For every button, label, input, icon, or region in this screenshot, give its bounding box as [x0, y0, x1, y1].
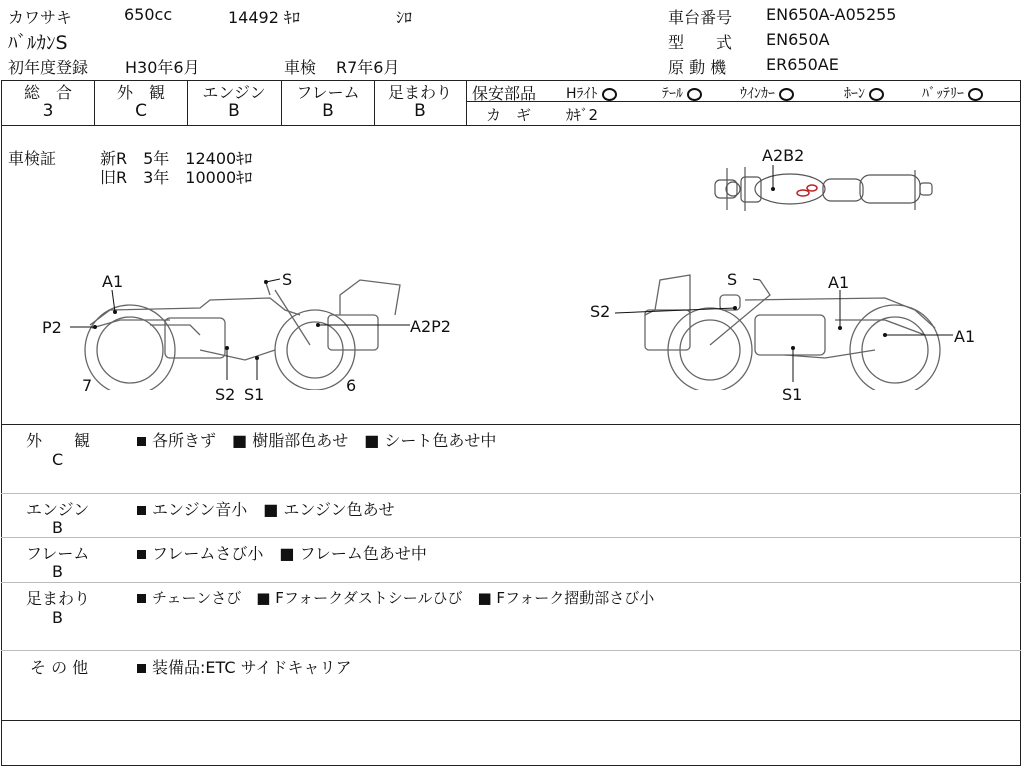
key-label: カ ギ — [486, 106, 532, 124]
ok-mark-icon — [602, 88, 617, 101]
remark-suspension-grade: B — [52, 608, 63, 627]
first-registration-value: H30年6月 — [125, 58, 200, 77]
grade-suspension-value: B — [414, 101, 426, 121]
diagram-label-s2-right: S2 — [590, 302, 611, 321]
engine-model-label: 原 動 機 — [668, 58, 727, 77]
bullet-square-icon — [137, 664, 146, 673]
diagram-label-s-left: S — [282, 270, 293, 289]
divider — [281, 80, 282, 125]
remark-frame-label: フレーム — [26, 544, 90, 563]
remark-other-text: 装備品:ETC サイドキャリア — [137, 655, 351, 678]
model-name: ﾊﾞﾙｶﾝS — [8, 32, 68, 54]
bullet-square-icon — [137, 437, 146, 446]
cert-old: 旧R 3年 10000ｷﾛ — [100, 168, 253, 187]
grade-exterior-value: C — [135, 101, 147, 121]
ok-mark-icon — [687, 88, 702, 101]
mileage: 14492 ｷﾛ — [228, 8, 300, 27]
diagram-label-6: 6 — [346, 376, 357, 395]
remark-exterior-grade: C — [52, 450, 64, 469]
diagram-label-a2p2: A2P2 — [410, 317, 451, 336]
remarks-divider — [1, 493, 1021, 494]
diagram-label-a1-right: A1 — [954, 327, 976, 346]
divider — [466, 80, 467, 125]
grade-suspension-label: 足まわり — [387, 83, 452, 102]
grade-exterior-label: 外 観 — [116, 83, 165, 102]
remarks-divider — [1, 582, 1021, 583]
ok-mark-icon — [968, 88, 983, 101]
type-value: EN650A — [766, 30, 830, 49]
frame-no-label: 車台番号 — [668, 8, 733, 27]
diagram-label-s1-left: S1 — [244, 385, 265, 404]
diagram-label-p2: P2 — [42, 318, 62, 337]
displacement: 650cc — [124, 5, 173, 24]
grade-frame-label: フレーム — [296, 83, 360, 102]
remark-exterior-label: 外 観 — [26, 431, 91, 450]
bullet-square-icon — [137, 506, 146, 515]
maker: カワサキ — [8, 8, 73, 27]
key-value: ｶｷﾞ2 — [566, 106, 599, 124]
engine-model-value: ER650AE — [766, 55, 839, 74]
safety-item-horn: ﾎｰﾝ — [844, 83, 884, 103]
cert-new: 新R 5年 12400ｷﾛ — [100, 149, 253, 168]
diagram-label-s1-right: S1 — [782, 385, 803, 404]
grade-row-bottom — [1, 125, 1021, 126]
color: ｼﾛ — [396, 8, 413, 27]
inspection-label: 車検 — [284, 58, 317, 77]
remark-engine-label: エンジン — [26, 500, 90, 519]
safety-item-battery: ﾊﾞｯﾃﾘｰ — [922, 83, 983, 103]
remark-other-label: そ の 他 — [30, 658, 89, 677]
remark-exterior-text: 各所きず ■ 樹脂部色あせ ■ シート色あせ中 — [137, 428, 496, 451]
divider — [374, 80, 375, 125]
divider — [187, 80, 188, 125]
bullet-square-icon — [137, 594, 146, 603]
remark-suspension-text: チェーンさび ■ Fフォークダストシールひび ■ Fフォーク摺動部さび小 — [137, 587, 654, 608]
diagram-label-a1-left: A1 — [102, 272, 124, 291]
type-label: 型 式 — [668, 33, 733, 52]
inspection-value: R7年6月 — [336, 58, 400, 77]
ok-mark-icon — [779, 88, 794, 101]
grade-overall-value: 3 — [42, 101, 54, 121]
diagram-label-7: 7 — [82, 376, 93, 395]
bullet-square-icon — [137, 550, 146, 559]
first-registration-label: 初年度登録 — [8, 58, 89, 77]
remarks-divider — [1, 537, 1021, 538]
remark-suspension-label: 足まわり — [26, 589, 91, 608]
remark-frame-grade: B — [52, 562, 63, 581]
safety-item-winker: ｳｲﾝｶｰ — [740, 83, 794, 103]
diagram-label-a1-right-top: A1 — [828, 273, 850, 292]
diagram-label-top: A2B2 — [762, 146, 805, 165]
grade-overall-label: 総 合 — [23, 83, 72, 102]
ok-mark-icon — [869, 88, 884, 101]
cert-label: 車検証 — [8, 149, 57, 168]
remarks-divider — [1, 650, 1021, 651]
frame-no-value: EN650A-A05255 — [766, 5, 897, 24]
diagram-label-s2-left: S2 — [215, 385, 236, 404]
safety-title: 保安部品 — [472, 84, 537, 103]
grade-engine-label: エンジン — [202, 83, 266, 102]
divider — [94, 80, 95, 125]
bike-right-side-diagram — [615, 270, 955, 390]
remark-frame-text: フレームさび小 ■ フレーム色あせ中 — [137, 541, 427, 564]
remark-engine-text: エンジン音小 ■ エンジン色あせ — [137, 497, 395, 520]
grade-engine-value: B — [228, 101, 240, 121]
remarks-bottom-line — [1, 720, 1021, 721]
bike-top-view-diagram — [705, 165, 945, 220]
remark-engine-grade: B — [52, 518, 63, 537]
safety-item-headlight: Hﾗｲﾄ — [566, 83, 617, 103]
remarks-top-line — [1, 424, 1021, 425]
diagram-label-s-right: S — [727, 270, 738, 289]
grade-frame-value: B — [322, 101, 334, 121]
safety-item-tail: ﾃｰﾙ — [662, 83, 702, 103]
